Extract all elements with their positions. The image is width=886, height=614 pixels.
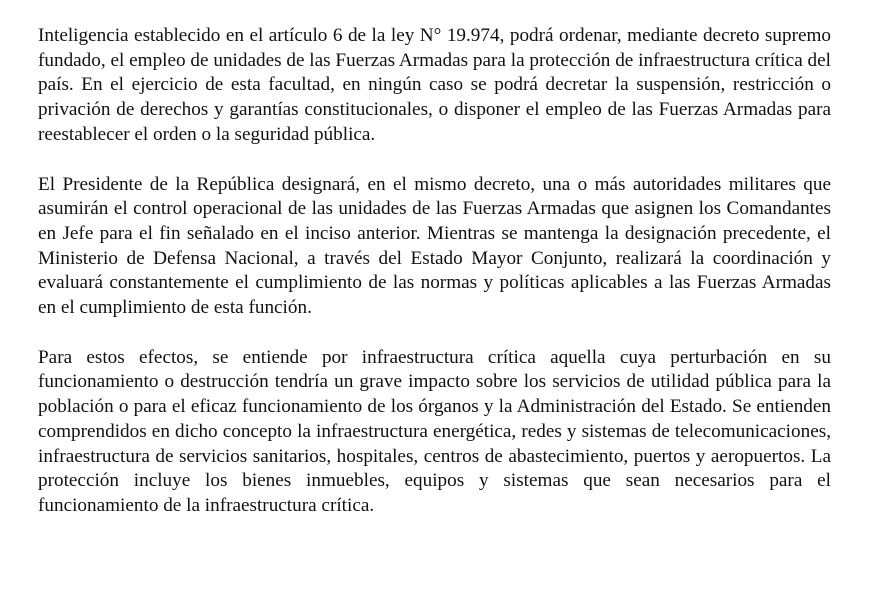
- paragraph-2: El Presidente de la República designará, en el mismo decreto, una o más autoridades militares que asumirán el control operacional de las unidades de las Fuerzas Armadas que asignen los Comandantes en Jefe para el fin señalado en el inciso anterior. Mientras se mantenga la designación precedente, el Ministerio de Defensa Nacional, a través del Estado Mayor Conjunto, realizará la coordinación y evaluará constantemente el cumplimiento de las normas y políticas aplicables a las Fuerzas Armadas en el cumplimiento de esta función.: [38, 173, 831, 319]
- paragraph-1: Inteligencia establecido en el artículo 6 de la ley N° 19.974, podrá ordenar, mediante decreto supremo fundado, el empleo de unidades de las Fuerzas Armadas para la protección de infraestructura crítica del país. En el ejercicio de esta facultad, en ningún caso se podrá decretar la suspensión, restricción o privación de derechos y garantías constitucionales, o disponer el empleo de las Fuerzas Armadas para reestablecer el orden o la seguridad pública.: [38, 25, 831, 145]
- paragraph-3: Para estos efectos, se entiende por infraestructura crítica aquella cuya perturbación en su funcionamiento o destrucción tendría un grave impacto sobre los servicios de utilidad pública para la población o para el eficaz funcionamiento de los órganos y la Administración del Estado. Se entienden comprendidos en dicho concepto la infraestructura energética, redes y sistemas de telecomunicaciones, infraestructura de servicios sanitarios, hospitales, centros de abastecimiento, puertos y aeropuertos. La protección incluye los bienes inmuebles, equipos y sistemas que sean necesarios para el funcionamiento de la infraestructura crítica.: [38, 346, 831, 516]
- document-body: [38, 24, 831, 519]
